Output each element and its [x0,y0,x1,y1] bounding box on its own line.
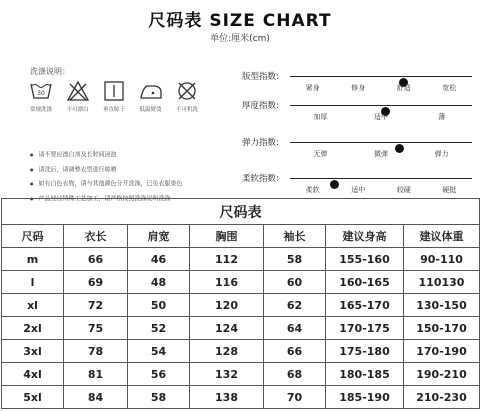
care-caption: 不可机洗 [175,107,198,113]
svg-text:30: 30 [37,90,45,97]
scale-option: 微弹 [374,150,388,158]
washtub-30-icon [29,80,53,102]
table-row [2,294,480,317]
table-cell: 64 [264,317,326,340]
table-header-row [2,225,480,248]
table-cell: 150-170 [404,317,480,340]
table-cell: 130-150 [404,294,480,317]
scale-option: 宽松 [442,84,457,92]
note-item: ● 请不要应漂白剂及长时间浸泡 [30,148,230,163]
table-cell: 128 [190,340,264,363]
scale-option: 薄 [438,113,446,121]
scale-option: 紧身 [305,84,320,92]
table-cell: 3xl [2,340,64,363]
column-header: 尺码 [2,225,64,248]
table-cell: 165-170 [326,294,404,317]
scale-line [290,105,472,106]
table-cell: 69 [64,271,128,294]
care-item [61,80,95,113]
column-header: 建议身高 [326,225,404,248]
size-table [1,198,480,409]
care-caption: 常规洗涤 [29,107,52,113]
table-cell: 81 [64,363,128,386]
scale-option: 柔软 [305,186,320,194]
scale-line [290,142,472,143]
scale-label: 版型指数: [242,72,279,82]
note-item: ● 产品经过特殊工艺加工，请严格按照洗涤说明洗涤 [30,192,230,207]
table-cell: xl [2,294,64,317]
table-row [2,271,480,294]
scale-label: 弹力指数: [242,138,279,148]
table-cell: 54 [128,340,190,363]
table-cell: 138 [190,386,264,409]
care-caption: 不可漂白 [66,107,89,113]
table-cell: 210-230 [404,386,480,409]
table-cell: 170-175 [326,317,404,340]
scale-label: 柔软指数: [242,174,279,184]
column-header: 袖长 [264,225,326,248]
no-bleach-icon [66,80,90,102]
table-cell: 132 [190,363,264,386]
care-caption: 垂直晾干 [102,107,125,113]
scale-option: 无弹 [313,150,328,158]
table-cell: 120 [190,294,264,317]
care-item [97,80,131,113]
scale-option: 加厚 [313,113,328,121]
scale-options [290,185,472,195]
care-item [24,80,58,113]
table-cell: 68 [264,363,326,386]
table-row [2,386,480,409]
table-cell: 110130 [404,271,480,294]
unit-label: 单位:厘米(cm) [210,34,270,44]
scale-option: 舒适 [396,84,411,92]
care-item [170,80,204,113]
table-cell: 190-210 [404,363,480,386]
table-cell: 78 [64,340,128,363]
table-cell: 52 [128,317,190,340]
table-cell: 58 [264,248,326,271]
table-cell: 66 [64,248,128,271]
table-cell: 50 [128,294,190,317]
scale-options [290,149,472,159]
table-row [2,317,480,340]
table-cell: 90-110 [404,248,480,271]
scale-label: 厚度指数: [242,101,279,111]
table-cell: 155-160 [326,248,404,271]
table-cell: m [2,248,64,271]
table-cell: 70 [264,386,326,409]
scale-options [290,83,472,93]
table-cell: 124 [190,317,264,340]
table-cell: 84 [64,386,128,409]
table-cell: 62 [264,294,326,317]
column-header: 衣长 [64,225,128,248]
table-cell: 2xl [2,317,64,340]
table-cell: 75 [64,317,128,340]
table-cell: 5xl [2,386,64,409]
iron-low-icon [139,80,163,102]
table-cell: 170-190 [404,340,480,363]
column-header: 胸围 [190,225,264,248]
table-cell: 185-190 [326,386,404,409]
table-cell: 180-185 [326,363,404,386]
scale-option: 硬挺 [442,186,457,194]
column-header: 建议体重 [404,225,480,248]
column-header: 肩宽 [128,225,190,248]
hang-dry-icon [102,80,126,102]
care-icons [24,80,204,113]
table-cell: 72 [64,294,128,317]
table-row [2,340,480,363]
table-cell: 58 [128,386,190,409]
care-label: 洗涤说明： [30,67,70,76]
table-cell: l [2,271,64,294]
scale-line [290,178,472,179]
scale-option: 修身 [351,84,366,92]
table-row [2,363,480,386]
scale-option: 适中 [351,186,366,194]
note-item: ● 如有白色衣物，请与其他颜色分开洗涤，已免衣服染色 [30,177,230,192]
table-cell: 160-165 [326,271,404,294]
table-cell: 46 [128,248,190,271]
scale-option: 较硬 [396,186,411,194]
scale-option: 弹力 [434,150,449,158]
table-cell: 66 [264,340,326,363]
table-title: 尺码表 [2,199,480,225]
table-cell: 60 [264,271,326,294]
note-item: ● 请洗后，请调整衣型进行晾晒 [30,163,230,178]
table-cell: 175-180 [326,340,404,363]
table-cell: 4xl [2,363,64,386]
size-table-wrap [0,198,480,410]
table-cell: 56 [128,363,190,386]
page-title: 尺码表 SIZE CHART [148,11,332,31]
care-caption: 低温熨烫 [139,107,162,113]
scale-option: 适中 [374,113,388,121]
table-cell: 112 [190,248,264,271]
no-tumble-dry-icon [175,80,199,102]
table-row [2,248,480,271]
scale-line [290,76,472,77]
care-item [134,80,168,113]
table-cell: 116 [190,271,264,294]
scale-options [290,112,472,122]
table-cell: 48 [128,271,190,294]
